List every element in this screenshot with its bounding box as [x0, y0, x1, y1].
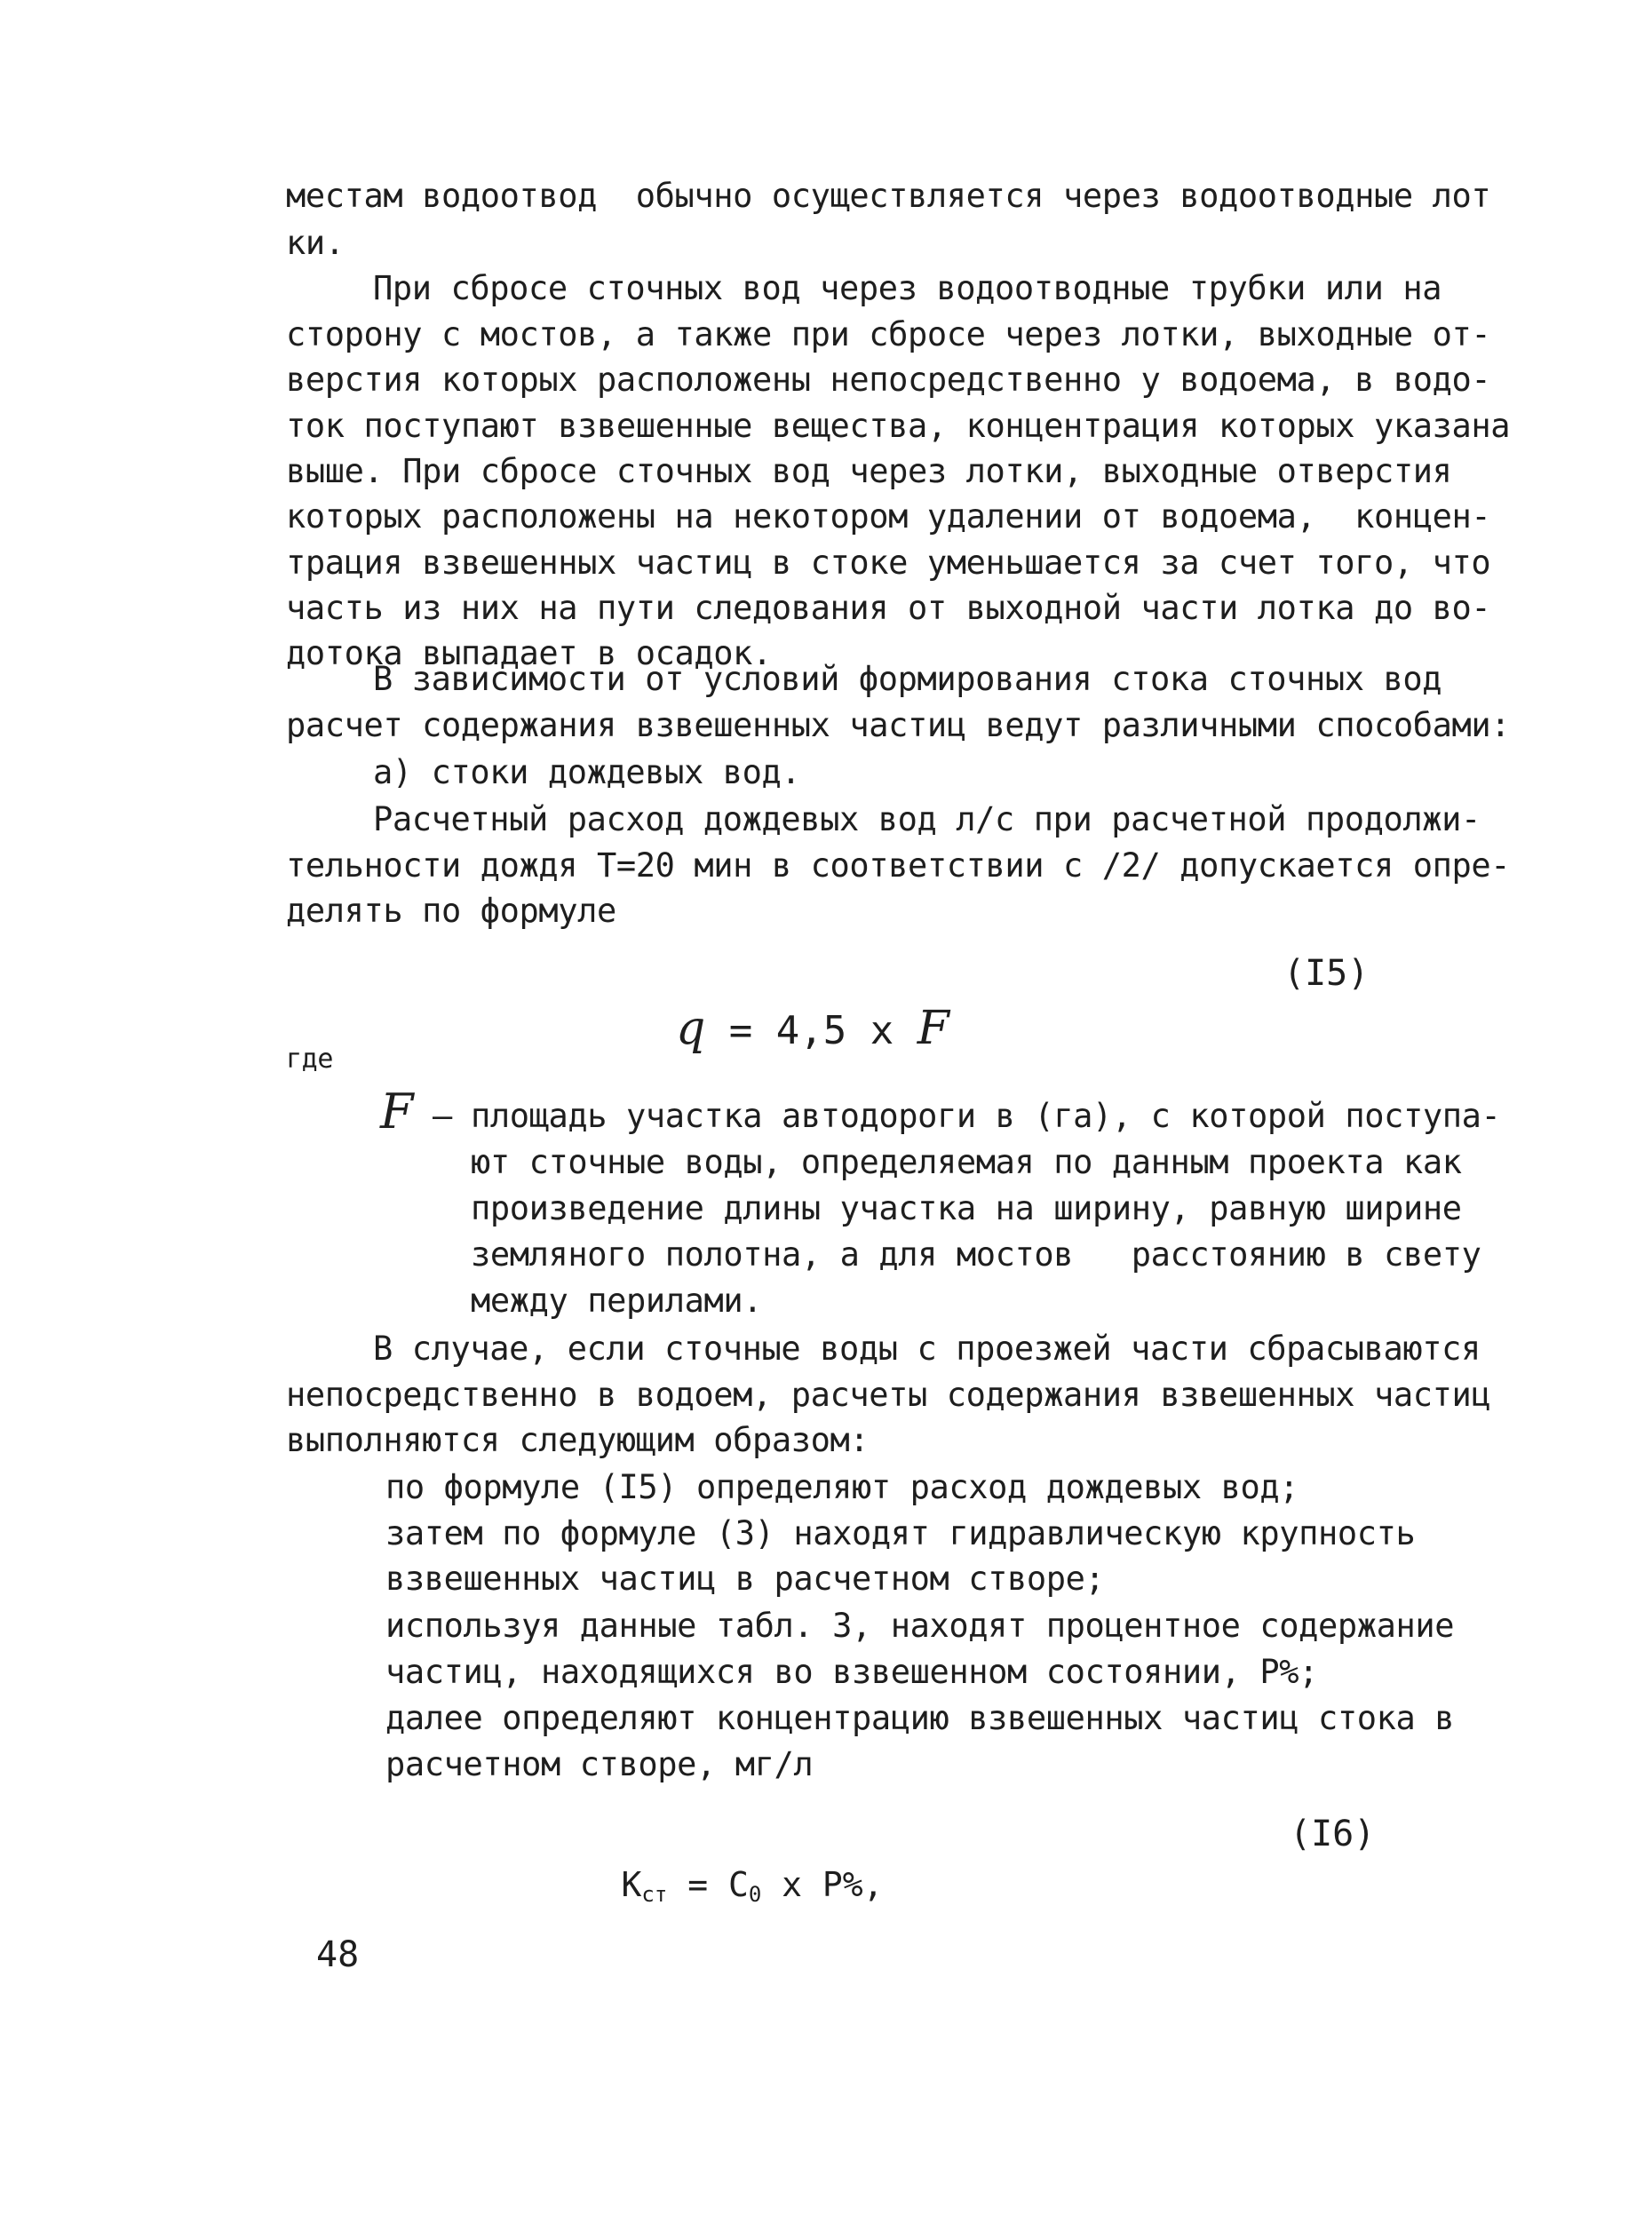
where-label: где [286, 1044, 333, 1075]
formula-rhs-text: = 4,5 x [705, 1008, 917, 1053]
text-line: В зависимости от условий формирования стока сточных вод [373, 660, 1442, 698]
text-line: трация взвешенных частиц в стоке уменьшается за счет того, что [286, 544, 1491, 582]
definition-symbol: F [380, 1084, 414, 1139]
definition-dash: – [433, 1097, 452, 1135]
equation-number-15: (I5) [1283, 953, 1370, 994]
text-line: В случае, если сточные воды с проезжей части сбрасываются [373, 1330, 1481, 1368]
text-line: ток поступают взвешенные вещества, концентрация которых указана [286, 407, 1511, 445]
text-line: которых расположены на некотором удалении от водоема, концен- [286, 497, 1491, 536]
text-line: местам водоотвод обычно осуществляется через водоотводные лот [286, 177, 1491, 215]
page-number: 48 [316, 1934, 360, 1975]
step-line: используя данные табл. 3, находят процентное содержание [385, 1607, 1455, 1645]
list-item-a: а) стоки дождевых вод. [373, 753, 801, 791]
definition-line: земляного полотна, а для мостов расстоянию в свету [471, 1235, 1481, 1274]
definition-line: между перилами. [471, 1282, 763, 1320]
definition-line: произведение длины участка на ширину, равную ширине [471, 1189, 1462, 1227]
text-line: делять по формуле [286, 892, 616, 930]
equation-number-16: (I6) [1290, 1814, 1376, 1854]
definition-line: площадь участка автодороги в (га), с которой поступа- [471, 1097, 1501, 1135]
text-line: тельности дождя Т=20 мин в соответствии с /2/ допускается опре- [286, 846, 1511, 885]
text-line: При сбросе сточных вод через водоотводные трубки или на [373, 269, 1442, 307]
text-line: сторону с мостов, а также при сбросе через лотки, выходные от- [286, 315, 1491, 353]
text-line: выполняются следующим образом: [286, 1421, 870, 1459]
text-line: часть из них на пути следования от выходной части лотка до во- [286, 589, 1491, 627]
step-line: расчетном створе, мг/л [385, 1745, 814, 1783]
step-line: по формуле (I5) определяют расход дождевых вод; [385, 1468, 1299, 1506]
step-line: далее определяют концентрацию взвешенных частиц стока в [385, 1699, 1455, 1737]
formula-var-q: q [675, 1002, 706, 1055]
text-line: ки. [286, 224, 345, 262]
formula-15 [582, 949, 949, 1111]
formula-16 [540, 1805, 884, 1974]
definition-line: ют сточные воды, определяемая по данным проекта как [471, 1143, 1462, 1181]
step-line: затем по формуле (3) находят гидравлическую крупность [385, 1514, 1416, 1552]
text-line: дотока выпадает в осадок. [286, 634, 772, 672]
text-line: Расчетный расход дождевых вод л/с при расчетной продолжи- [373, 800, 1481, 838]
text-line: выше. При сбросе сточных вод через лотки, выходные отверстия [286, 452, 1452, 490]
step-line: частиц, находящихся во взвешенном состоянии, Р%; [385, 1653, 1319, 1691]
formula-c-subscript: 0 [748, 1882, 762, 1907]
formula-k: К [621, 1865, 642, 1904]
text-line: расчет содержания взвешенных частиц ведут различными способами: [286, 706, 1511, 744]
formula-var-f: F [917, 1002, 949, 1055]
step-line: взвешенных частиц в расчетном створе; [385, 1560, 1105, 1598]
text-line: верстия которых расположены непосредственно у водоема, в водо- [286, 361, 1491, 399]
text-line: непосредственно в водоем, расчеты содержания взвешенных частиц [286, 1376, 1491, 1414]
formula-k-subscript: ст [641, 1882, 668, 1907]
formula-tail: х Р%, [761, 1865, 884, 1904]
formula-middle: = С [667, 1865, 749, 1904]
